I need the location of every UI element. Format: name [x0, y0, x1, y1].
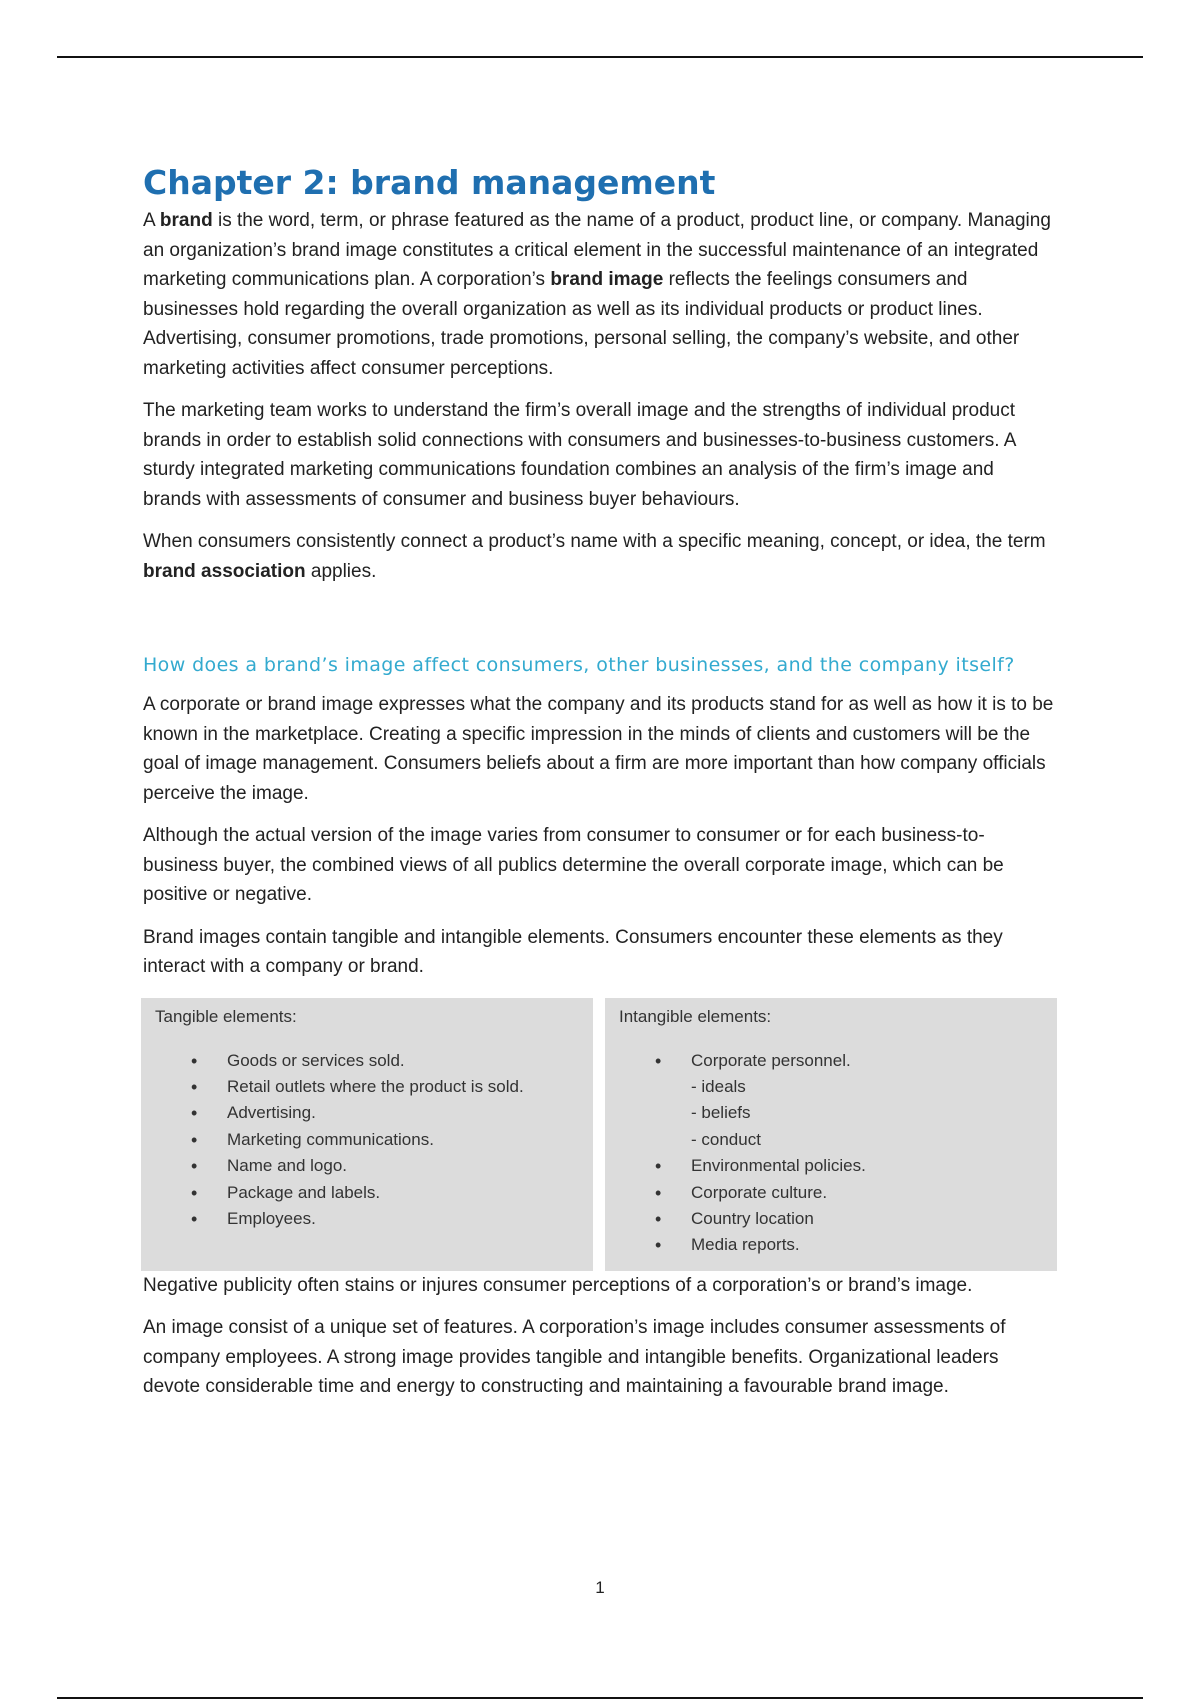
- list-item-label: Media reports.: [691, 1235, 800, 1255]
- intro-p1-text-3: reflects the feelings consumers and businesses hold regarding the overall organization as well as its individual products or product lines. Advertising, consumer promotions, trade promotions, personal selling, the company’s website, and other marketing activities affect consumer perceptions.: [143, 269, 1020, 379]
- list-item: [155, 1127, 579, 1153]
- intro-p1-text-1: A: [143, 210, 160, 231]
- bullet-icon: •: [191, 1129, 198, 1150]
- header-rule: [57, 56, 1143, 58]
- page-number: 1: [595, 1578, 605, 1597]
- term-brand-image: brand image: [550, 269, 664, 290]
- closing-paragraph-2: An image consist of a unique set of features. A corporation’s image includes consumer assessments of company employees. A strong image provides tangible and intangible benefits. Organizational leaders devote considerable time and energy to constructing and maintaining a favourable brand image.: [143, 1317, 1006, 1397]
- list-subitem: [619, 1100, 1043, 1126]
- elements-boxes: [141, 998, 1057, 1271]
- tangible-elements-box: [141, 998, 593, 1271]
- bullet-icon: •: [655, 1050, 662, 1071]
- list-item: [619, 1232, 1043, 1258]
- footer-rule: [57, 1697, 1143, 1699]
- intro-p3-text-2: applies.: [305, 560, 377, 582]
- list-subitem-label: - conduct: [691, 1129, 761, 1149]
- list-item: [155, 1206, 579, 1232]
- list-item: [619, 1153, 1043, 1179]
- bullet-icon: •: [655, 1235, 662, 1256]
- list-item: [155, 1100, 579, 1126]
- section-heading: How does a brand’s image affect consumers, other businesses, and the company itself?: [143, 654, 1015, 676]
- intro-paragraph-3: [143, 527, 1057, 586]
- section-paragraph-1: A corporate or brand image expresses what the company and its products stand for as well as how it is to be known in the marketplace. Creating a specific impression in the minds of clients and customers will be the goal of image management. Consumers beliefs about a firm are more important than how company officials perceive the image.: [143, 694, 1054, 804]
- list-item: [155, 1048, 579, 1074]
- list-item-label: Employees.: [227, 1208, 316, 1228]
- list-item-label: Advertising.: [227, 1103, 316, 1123]
- intro-paragraph-2: The marketing team works to understand the firm’s overall image and the strengths of individual product brands in order to establish solid connections with consumers and businesses-to-business customers. A sturdy integrated marketing communications foundation combines an analysis of the firm’s image and brands with assessments of consumer and business buyer behaviours.: [143, 400, 1016, 510]
- section-paragraph-3: Brand images contain tangible and intangible elements. Consumers encounter these elements as they interact with a company or brand.: [143, 926, 1003, 977]
- list-item: [619, 1206, 1043, 1232]
- list-item: [155, 1153, 579, 1179]
- list-item-label: Retail outlets where the product is sold.: [227, 1076, 524, 1096]
- list-item-label: Corporate personnel.: [691, 1050, 851, 1070]
- list-item-label: Country location: [691, 1208, 814, 1228]
- list-item-label: Goods or services sold.: [227, 1050, 405, 1070]
- list-subitem-label: - beliefs: [691, 1103, 751, 1123]
- bullet-icon: •: [655, 1182, 662, 1203]
- bullet-icon: •: [191, 1103, 198, 1124]
- bullet-icon: •: [191, 1182, 198, 1203]
- list-item-label: Name and logo.: [227, 1156, 348, 1176]
- closing-paragraph-1: Negative publicity often stains or injures consumer perceptions of a corporation’s or brand’s image.: [143, 1274, 973, 1296]
- document-body: [143, 164, 1057, 1415]
- bullet-icon: •: [191, 1208, 198, 1229]
- list-item-label: Package and labels.: [227, 1182, 381, 1202]
- list-subitem: [619, 1074, 1043, 1100]
- list-item: [619, 1180, 1043, 1206]
- list-item-label: Environmental policies.: [691, 1156, 866, 1176]
- list-subitem-label: - ideals: [691, 1076, 746, 1096]
- intro-p1-text-2: is the word, term, or phrase featured as the name of a product, product line, or company. Managing an organization’s brand image constitutes a critical element in the successful maintenance of an integrated marketing communications plan. A corporation’s: [143, 210, 1051, 290]
- list-subitem: [619, 1127, 1043, 1153]
- list-item-label: Marketing communications.: [227, 1129, 434, 1149]
- bullet-icon: •: [191, 1156, 198, 1177]
- intro-p3-text-1: When consumers consistently connect a product’s name with a specific meaning, concept, or idea, the term: [143, 531, 1046, 552]
- bullet-icon: •: [191, 1050, 198, 1071]
- bullet-icon: •: [655, 1156, 662, 1177]
- intangible-elements-list: [619, 1048, 1043, 1259]
- list-item: [155, 1180, 579, 1206]
- list-item-label: Corporate culture.: [691, 1182, 828, 1202]
- intro-paragraph-1: [143, 206, 1057, 383]
- bullet-icon: •: [655, 1208, 662, 1229]
- term-brand: brand: [159, 210, 213, 231]
- section-paragraph-2: Although the actual version of the image varies from consumer to consumer or for each business-to-business buyer, the combined views of all publics determine the overall corporate image, which can be positive or negative.: [143, 825, 1004, 905]
- tangible-elements-title: Tangible elements:: [155, 1006, 297, 1026]
- list-item: [155, 1074, 579, 1100]
- intangible-elements-box: [605, 998, 1057, 1271]
- term-brand-association: brand association: [143, 560, 306, 582]
- bullet-icon: •: [191, 1076, 198, 1097]
- chapter-title: Chapter 2: brand management: [143, 163, 716, 202]
- intangible-elements-title: Intangible elements:: [619, 1006, 772, 1026]
- list-item: [619, 1048, 1043, 1074]
- tangible-elements-list: [155, 1048, 579, 1233]
